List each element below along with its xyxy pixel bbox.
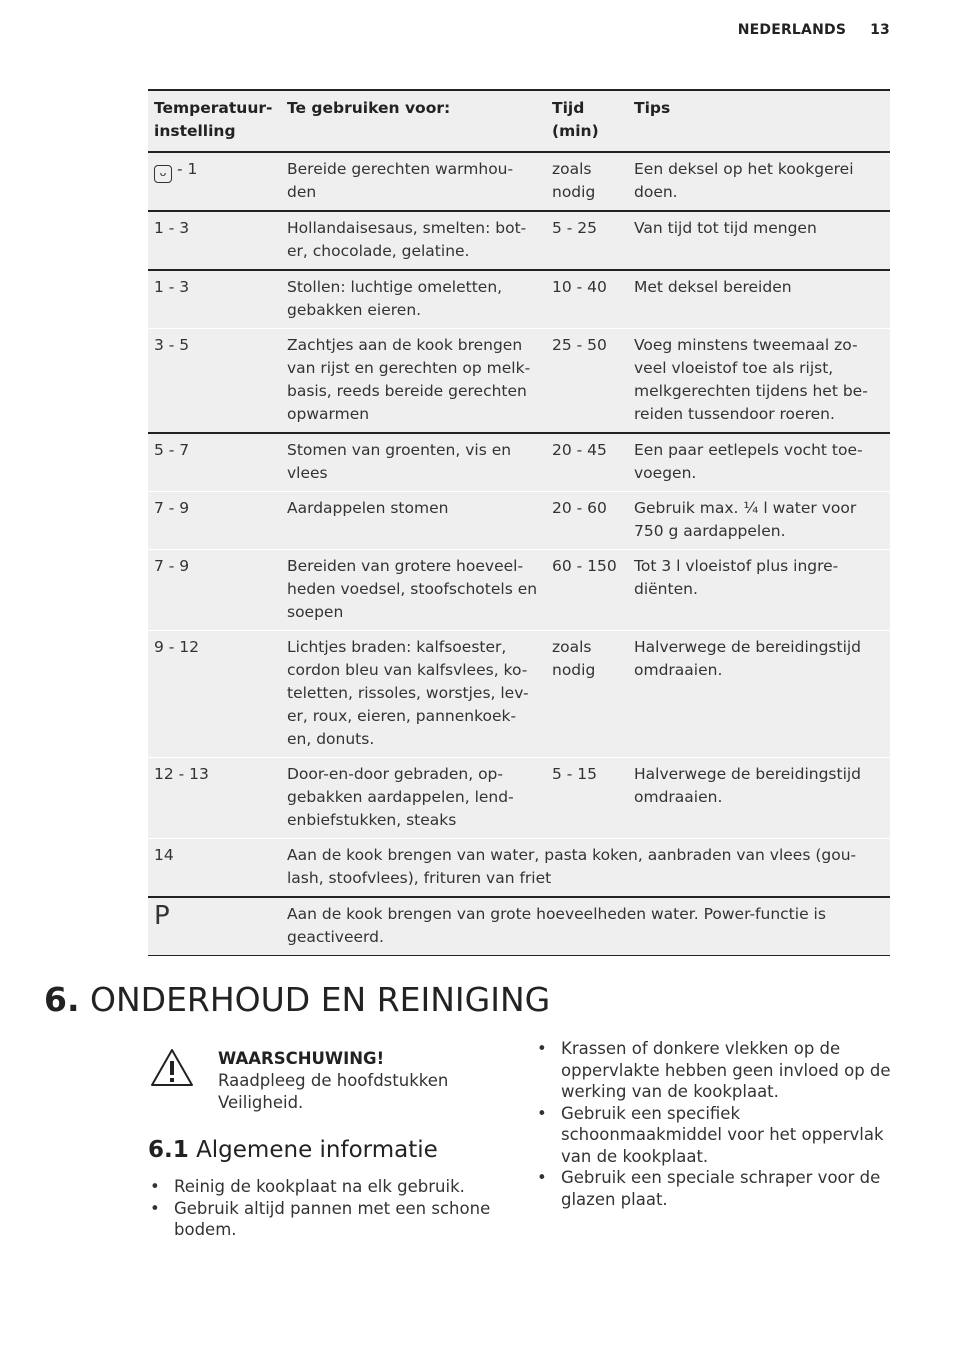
- time-cell: 5 - 25: [546, 211, 628, 270]
- tips-cell: Voeg minstens tweemaal zo-veel vloeistof toe als rijst, melkgerechten tijdens het be-reiden tussendoor roeren.: [628, 329, 890, 434]
- setting-cell: 9 - 12: [148, 631, 281, 758]
- tips-cell: Tot 3 l vloeistof plus ingre-diënten.: [628, 550, 890, 631]
- setting-cell: [148, 897, 281, 956]
- use-cell: Bereiden van grotere hoeveel-heden voedsel, stoofschotels en soepen: [281, 550, 546, 631]
- table-row: [148, 839, 890, 898]
- time-cell: 5 - 15: [546, 758, 628, 839]
- subsection-title: [148, 1134, 438, 1166]
- keep-warm-icon: ᴗ: [154, 165, 172, 183]
- list-item: • Gebruik altijd pannen met een schone bodem.: [148, 1198, 518, 1241]
- subsection-number: 6.1: [148, 1137, 189, 1163]
- use-cell: Aan de kook brengen van grote hoeveelheden water. Power-functie is geactiveerd.: [281, 897, 890, 956]
- tips-cell: Met deksel bereiden: [628, 270, 890, 329]
- time-cell: 10 - 40: [546, 270, 628, 329]
- list-item: • Gebruik een specifiek schoonmaakmiddel voor het oppervlak van de kookplaat.: [535, 1103, 895, 1168]
- time-cell: zoals nodig: [546, 631, 628, 758]
- table-row: [148, 270, 890, 329]
- setting-cell: [148, 152, 281, 211]
- setting-cell: 1 - 3: [148, 211, 281, 270]
- time-cell: zoals nodig: [546, 152, 628, 211]
- use-cell: Bereide gerechten warmhou-den: [281, 152, 546, 211]
- warning-triangle-icon: [150, 1048, 194, 1088]
- col-header-setting: Temperatuur-instelling: [148, 90, 281, 152]
- col-header-time: Tijd (min): [546, 90, 628, 152]
- setting-cell: 7 - 9: [148, 550, 281, 631]
- table-row: [148, 329, 890, 434]
- use-cell: Aan de kook brengen van water, pasta koken, aanbraden van vlees (gou-lash, stoofvlees), frituren van friet: [281, 839, 890, 898]
- table-header-row: [148, 90, 890, 152]
- warning-text-block: [218, 1048, 518, 1114]
- page-number: 13: [870, 22, 890, 38]
- tips-cell: Een paar eetlepels vocht toe-voegen.: [628, 433, 890, 492]
- section-title: [44, 978, 550, 1022]
- tips-cell: Halverwege de bereidingstijd omdraaien.: [628, 631, 890, 758]
- list-item: • Reinig de kookplaat na elk gebruik.: [148, 1176, 518, 1198]
- time-cell: 25 - 50: [546, 329, 628, 434]
- page-header: [738, 22, 890, 38]
- time-cell: 20 - 60: [546, 492, 628, 550]
- use-cell: Stollen: luchtige omeletten, gebakken eieren.: [281, 270, 546, 329]
- table-row: [148, 897, 890, 956]
- setting-cell: 12 - 13: [148, 758, 281, 839]
- col-header-use: Te gebruiken voor:: [281, 90, 546, 152]
- list-item: • Krassen of donkere vlekken op de oppervlakte hebben geen invloed op de werking van de kookplaat.: [535, 1038, 895, 1103]
- list-item: • Gebruik een speciale schraper voor de glazen plaat.: [535, 1167, 895, 1210]
- table-row: [148, 433, 890, 492]
- use-cell: Door-en-door gebraden, op-gebakken aardappelen, lend-enbiefstukken, steaks: [281, 758, 546, 839]
- setting-cell: 7 - 9: [148, 492, 281, 550]
- use-cell: Stomen van groenten, vis en vlees: [281, 433, 546, 492]
- table-row: [148, 492, 890, 550]
- tips-cell: Halverwege de bereidingstijd omdraaien.: [628, 758, 890, 839]
- table-row: [148, 758, 890, 839]
- use-cell: Lichtjes braden: kalfsoester, cordon bleu van kalfsvlees, ko-teletten, rissoles, worstjes, lev-er, roux, eieren, pannenkoek-en, donuts.: [281, 631, 546, 758]
- setting-cell: 14: [148, 839, 281, 898]
- general-info-list-right: [535, 1038, 895, 1210]
- use-cell: Aardappelen stomen: [281, 492, 546, 550]
- tips-cell: Gebruik max. ¼ l water voor 750 g aardappelen.: [628, 492, 890, 550]
- table-row: [148, 211, 890, 270]
- section-number: 6.: [44, 980, 80, 1019]
- setting-cell: 3 - 5: [148, 329, 281, 434]
- table-row: [148, 550, 890, 631]
- general-info-list-left: [148, 1176, 518, 1241]
- time-cell: 20 - 45: [546, 433, 628, 492]
- power-function-icon: P: [154, 901, 170, 931]
- section-title-text: ONDERHOUD EN REINIGING: [90, 980, 551, 1019]
- use-cell: Zachtjes aan de kook brengen van rijst en gerechten op melk-basis, reeds bereide gerechten opwarmen: [281, 329, 546, 434]
- setting-cell: 5 - 7: [148, 433, 281, 492]
- language-label: NEDERLANDS: [737, 22, 847, 38]
- setting-value: - 1: [176, 160, 198, 178]
- cooking-settings-table: [148, 89, 890, 956]
- time-cell: 60 - 150: [546, 550, 628, 631]
- table-row: [148, 152, 890, 211]
- use-cell: Hollandaisesaus, smelten: bot-er, chocolade, gelatine.: [281, 211, 546, 270]
- tips-cell: Van tijd tot tijd mengen: [628, 211, 890, 270]
- subsection-title-text: Algemene informatie: [196, 1137, 438, 1163]
- warning-body: Raadpleeg de hoofdstukken Veiligheid.: [218, 1071, 449, 1112]
- setting-cell: 1 - 3: [148, 270, 281, 329]
- warning-title: WAARSCHUWING!: [218, 1049, 385, 1068]
- tips-cell: Een deksel op het kookgerei doen.: [628, 152, 890, 211]
- col-header-tips: Tips: [628, 90, 890, 152]
- table-row: [148, 631, 890, 758]
